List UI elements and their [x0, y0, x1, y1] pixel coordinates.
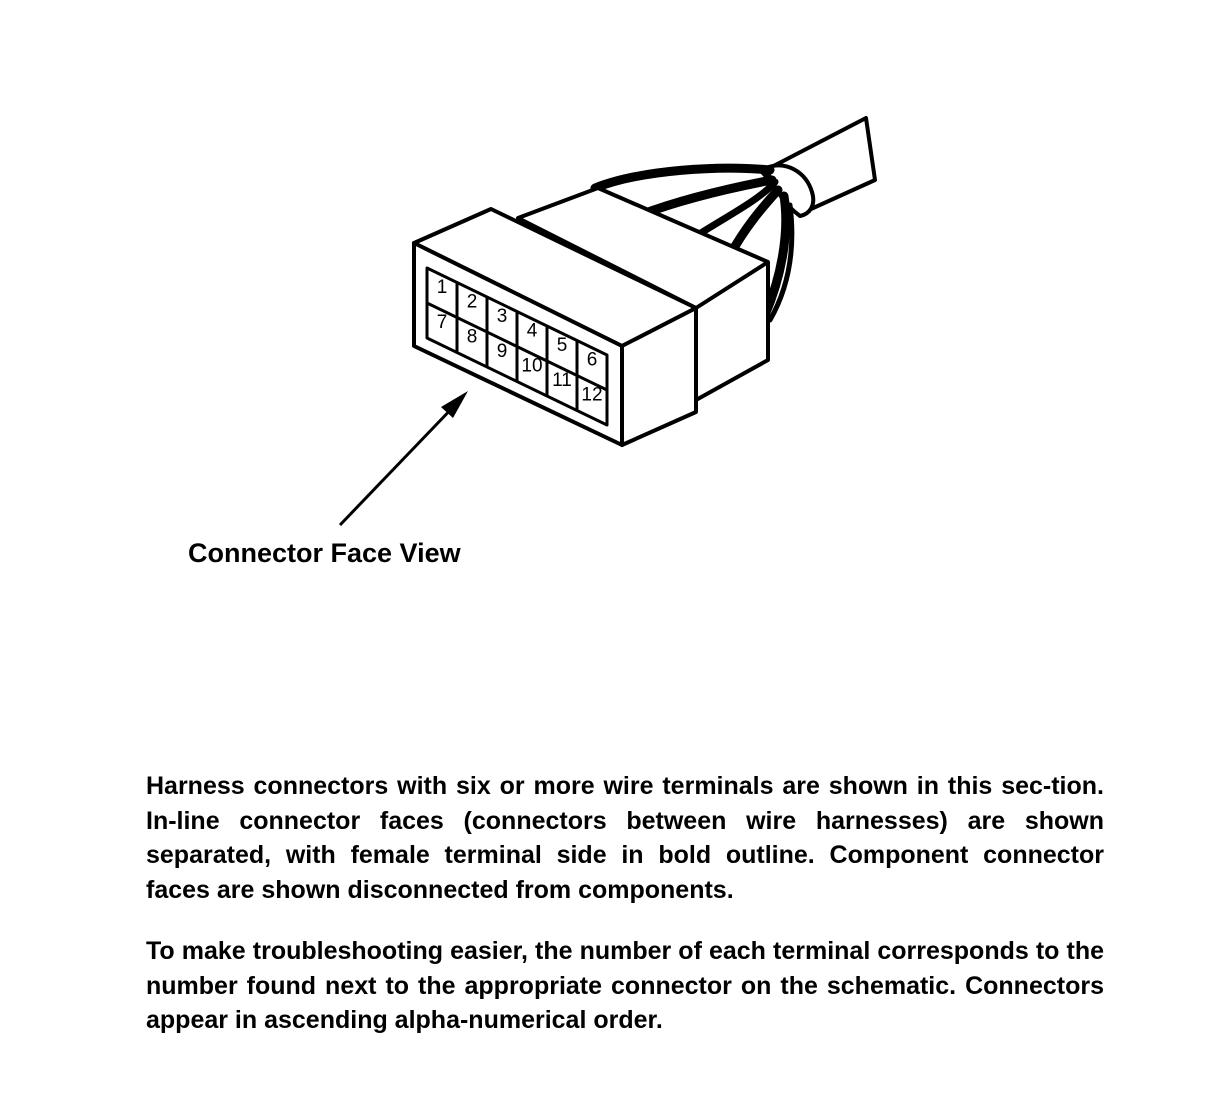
paragraph-connector-description: Harness connectors with six or more wire terminals are shown in this sec-tion. In-line connector faces (connectors between wire harnesses) are shown separated, with female terminal side in bold outline. Component connector faces are shown disconnected from components.: [146, 772, 1104, 904]
terminal-number-1: 1: [436, 277, 448, 298]
terminal-number-6: 6: [586, 349, 598, 371]
connector-face-view-label: Connector Face View: [188, 538, 461, 568]
terminal-number-8: 8: [466, 326, 478, 348]
terminal-number-7: 7: [436, 312, 448, 333]
terminal-number-4: 4: [526, 320, 538, 342]
terminal-number-2: 2: [466, 291, 478, 313]
terminal-number-9: 9: [496, 341, 508, 362]
cable: [762, 118, 875, 216]
terminal-number-10: 10: [521, 355, 543, 377]
terminal-number-12: 12: [581, 384, 603, 406]
terminal-number-3: 3: [496, 306, 508, 327]
terminal-number-5: 5: [556, 335, 568, 356]
pointer-arrow: [340, 391, 468, 525]
terminal-number-11: 11: [552, 370, 572, 391]
paragraph-troubleshooting-note: To make troubleshooting easier, the number of each terminal corresponds to the number found next to the appropriate connector on the schematic. Connectors appear in ascending alpha-numerical order.: [146, 937, 1104, 1034]
